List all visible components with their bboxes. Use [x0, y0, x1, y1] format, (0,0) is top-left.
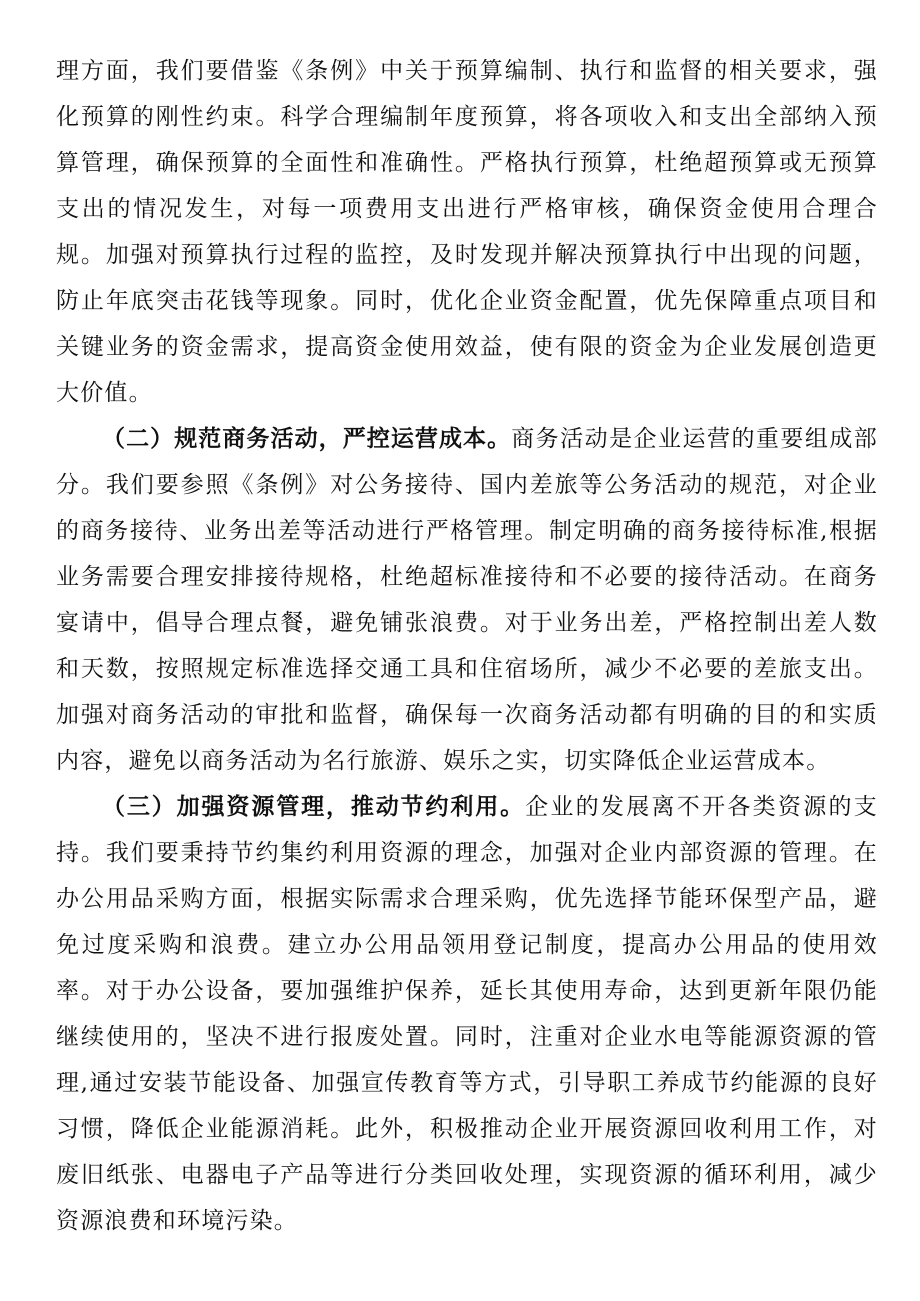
- section-heading-resource-management: （三）加强资源管理，推动节约利用。: [102, 794, 526, 820]
- section-heading-business-activities: （二）规范商务活动，严控运营成本。: [102, 426, 512, 452]
- paragraph-resource-management: [56, 784, 878, 1244]
- paragraph-budget-continued: [56, 48, 878, 416]
- paragraph-body: 企业的发展离不开各类资源的支持。我们要秉持节约集约利用资源的理念，加强对企业内部资源的管理。在办公用品采购方面，根据实际需求合理采购，优先选择节能环保型产品，避免过度采购和浪费。建立办公用品领用登记制度，提高办公用品的使用效率。对于办公设备，要加强维护保养，延长其使用寿命，达到更新年限仍能继续使用的，坚决不进行报废处置。同时，注重对企业水电等能源资源的管理,通过安装节能设备、加强宣传教育等方式，引导职工养成节约能源的良好习惯，降低企业能源消耗。此外，积极推动企业开展资源回收利用工作，对废旧纸张、电器电子产品等进行分类回收处理，实现资源的循环利用，减少资源浪费和环境污染。: [56, 794, 878, 1234]
- paragraph-business-activities: [56, 416, 878, 784]
- document-page: [56, 48, 878, 1244]
- paragraph-body: 商务活动是企业运营的重要组成部分。我们要参照《条例》对公务接待、国内差旅等公务活动的规范，对企业的商务接待、业务出差等活动进行严格管理。制定明确的商务接待标准,根据业务需要合理安排接待规格，杜绝超标准接待和不必要的接待活动。在商务宴请中，倡导合理点餐，避免铺张浪费。对于业务出差，严格控制出差人数和天数，按照规定标准选择交通工具和住宿场所，减少不必要的差旅支出。加强对商务活动的审批和监督，确保每一次商务活动都有明确的目的和实质内容，避免以商务活动为名行旅游、娱乐之实，切实降低企业运营成本。: [56, 426, 878, 774]
- paragraph-body: 理方面，我们要借鉴《条例》中关于预算编制、执行和监督的相关要求，强化预算的刚性约束。科学合理编制年度预算，将各项收入和支出全部纳入预算管理，确保预算的全面性和准确性。严格执行预算，杜绝超预算或无预算支出的情况发生，对每一项费用支出进行严格审核，确保资金使用合理合规。加强对预算执行过程的监控，及时发现并解决预算执行中出现的问题，防止年底突击花钱等现象。同时，优化企业资金配置，优先保障重点项目和关键业务的资金需求，提高资金使用效益，使有限的资金为企业发展创造更大价值。: [56, 58, 878, 406]
